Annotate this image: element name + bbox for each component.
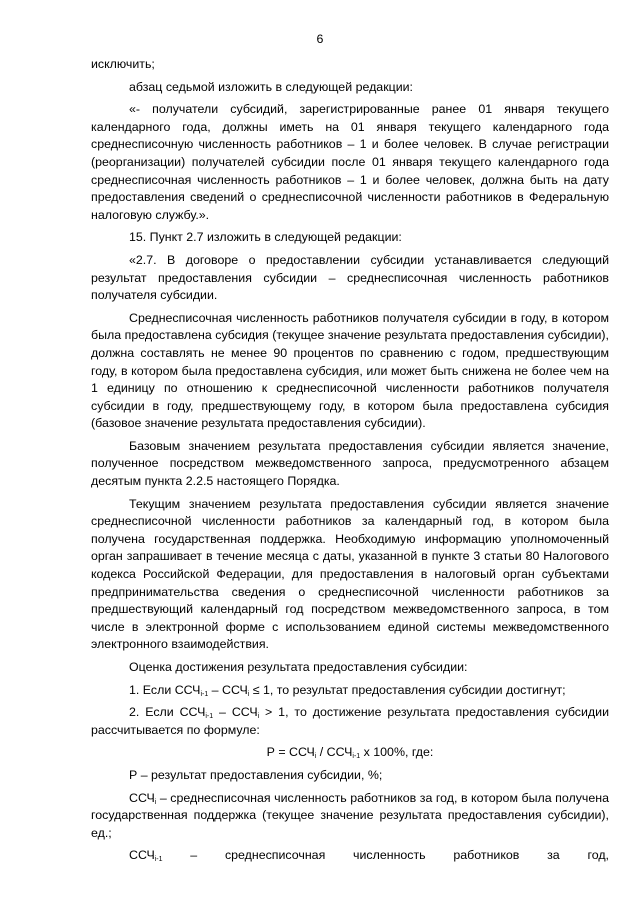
paragraph-base-value: Базовым значением результата предоставления субсидии является значение, полученное посредством межведомственного запроса, предусмотренного абзацем десятым пункта 2.2.5 настоящего Порядка. — [91, 438, 609, 489]
paragraph-2-7: «2.7. В договоре о предоставлении субсидии устанавливается следующий результат предоставления субсидии – среднесписочная численность работников получателя субсидии. — [91, 252, 609, 303]
paragraph-current-value: Текущим значением результата предоставления субсидии является значение среднесписочной численности работников за календарный год, в котором была получена государственная поддержка. Необходимую информацию уполномоченный орган запрашивает в течение месяца с даты, указанной в пункте 3 статьи 80 Налогового кодекса Российской Федерации, для предоставления в налоговый орган субъектами предпринимательства сведения о среднесписочной численности работников за предшествующий календарный год посредством межведомственного запроса, в том числе в электронной форме с использованием единой системы межведомственного электронного взаимодействия. — [91, 496, 609, 652]
paragraph-sschi-1-definition: $ССЧ_{i-1}$ – среднесписочная численность работников за год, — [129, 848, 609, 864]
paragraph-condition-1: 1. Если $ССЧ_{i-1} - ССЧ_i \le 1$, то результат предоставления субсидии достигнут; — [129, 682, 566, 698]
formula: $Р = ССЧ_i / ССЧ_{i-1}$ x 100%, где: — [266, 745, 434, 761]
paragraph-point-15: 15. Пункт 2.7 изложить в следующей редакции: — [129, 230, 402, 245]
paragraph-sschi-definition: $ССЧ_i$ – среднесписочная численность работников за год, в котором была получена государственная поддержка (текущее значение результата предоставления субсидии), ед.; — [91, 790, 609, 840]
paragraph-evaluation-heading: Оценка достижения результата предоставления субсидии: — [129, 660, 468, 674]
paragraph-condition-2: 2. Если $ССЧ_{i-1} - ССЧ_i > 1$, то достижение результата предоставления субсидии рассчитывается по формуле: — [91, 705, 609, 737]
paragraph-p-definition: Р – результат предоставления субсидии, %; — [129, 767, 383, 782]
paragraph-seventh-abzac: абзац седьмой изложить в следующей редакции: — [129, 79, 413, 94]
paragraph-average-headcount: Среднесписочная численность работников получателя субсидии в году, в котором была предоставлена субсидия (текущее значение результата предоставления субсидии), должна составлять не менее 90 процентов по сравнению с годом, предшествующим году, в котором была предоставлена субсидия, или может быть снижена не более чем на 1 единицу по отношению к среднесписочной численности работников получателя субсидии в году, предшествующему году, в котором была предоставлена субсидия (базовое значение результата предоставления субсидии). — [91, 310, 609, 431]
page-number: 6 — [316, 32, 324, 46]
document-body — [91, 56, 609, 865]
paragraph-recipients-quote: «- получатели субсидий, зарегистрированные ранее 01 января текущего календарного года, должны иметь на 01 января текущего календарного года среднесписочную численность работников – 1 и более человек. В случае регистрации (реорганизации) получателей субсидии после 01 января текущего календарного года среднесписочная численность работников – 1 и более человек, должна быть на дату предоставления сведений о среднесписочной численности работников в Федеральную налоговую службу.». — [91, 102, 609, 222]
paragraph-exclude: исключить; — [91, 57, 155, 71]
